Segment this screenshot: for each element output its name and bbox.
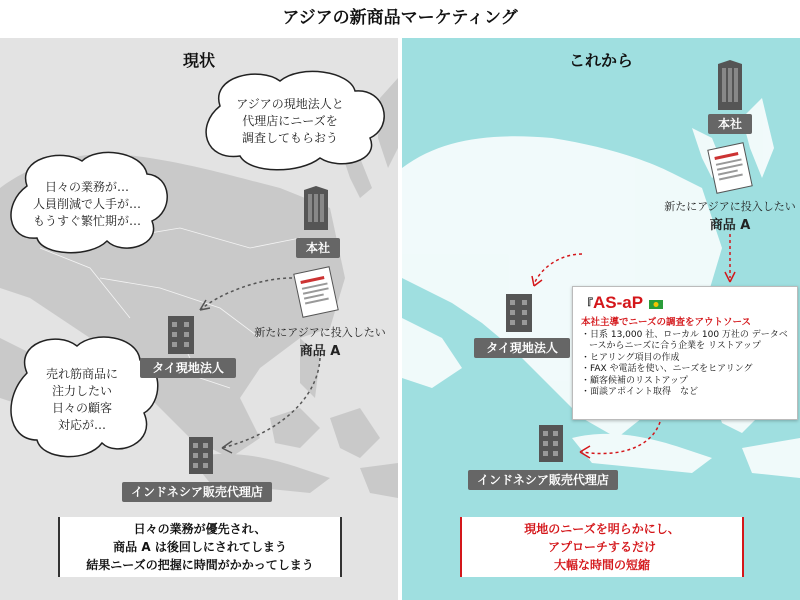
bubble-line: 売れ筋商品に <box>45 367 118 381</box>
logo-flag-icon <box>648 297 664 311</box>
service-list <box>581 330 789 399</box>
bubble-line: 日々の顧客 <box>51 401 112 415</box>
page-title: アジアの新商品マーケティング <box>0 0 800 36</box>
thai-label: タイ現地法人 <box>140 358 236 378</box>
service-item: ・FAX や電話を使い、ニーズをヒアリング <box>581 364 753 374</box>
right-heading: これから <box>568 51 633 70</box>
left-heading: 現状 <box>182 51 215 70</box>
conclusion-line: 商品 A は後回しにされてしまう <box>113 540 287 554</box>
conclusion-line: アプローチするだけ <box>547 540 656 554</box>
bubble-line: 調査してもらおう <box>241 131 338 145</box>
service-info-box <box>572 286 798 420</box>
hq-label: 本社 <box>296 238 340 258</box>
right-panel-future <box>402 38 800 600</box>
bubble-line: 人員削減で人手が… <box>32 197 141 211</box>
bubble-line: 代理店にニーズを <box>242 114 338 128</box>
bubble-line: 日々の業務が… <box>44 180 129 194</box>
service-item: ・顧客候補のリストアップ <box>581 375 688 386</box>
bubble-line: アジアの現地法人と <box>236 97 344 111</box>
indonesia-label: インドネシア販売代理店 <box>468 470 618 490</box>
product-name: 商品 A <box>299 344 341 359</box>
service-headline: 本社主導でニーズの調査をアウトソース <box>581 317 752 328</box>
service-item: ・ヒアリング項目の作成 <box>581 352 680 363</box>
logo-quote: 『 <box>581 297 594 311</box>
left-panel-current <box>0 38 398 600</box>
conclusion-line: 大幅な時間の短縮 <box>553 558 650 572</box>
right-conclusion-box <box>460 517 744 577</box>
thai-label: タイ現地法人 <box>474 338 570 358</box>
product-caption: 新たにアジアに投入したい <box>254 326 386 339</box>
bubble-line: もうすぐ繁忙期が… <box>32 214 141 228</box>
left-conclusion-box <box>58 517 342 577</box>
hq-label: 本社 <box>708 114 752 134</box>
product-caption: 新たにアジアに投入したい <box>664 200 796 213</box>
service-item: ・面談アポイント取得 など <box>581 387 699 397</box>
conclusion-line: 結果ニーズの把握に時間がかかってしまう <box>86 558 314 572</box>
service-logo <box>581 291 789 315</box>
dashed-arrows <box>0 38 398 600</box>
product-name: 商品 A <box>709 218 751 233</box>
bubble-line: 対応が… <box>57 418 106 432</box>
bubble-line: 注力したい <box>51 384 112 398</box>
indonesia-label: インドネシア販売代理店 <box>122 482 272 502</box>
service-item: ・日系 13,000 社、ローカル 100 万社の データベースからニーズに合う企業を リストアップ <box>581 329 788 351</box>
logo-text: AS-aP <box>593 293 643 312</box>
conclusion-line: 日々の業務が優先され、 <box>133 522 267 536</box>
conclusion-line: 現地のニーズを明らかにし、 <box>524 522 680 536</box>
